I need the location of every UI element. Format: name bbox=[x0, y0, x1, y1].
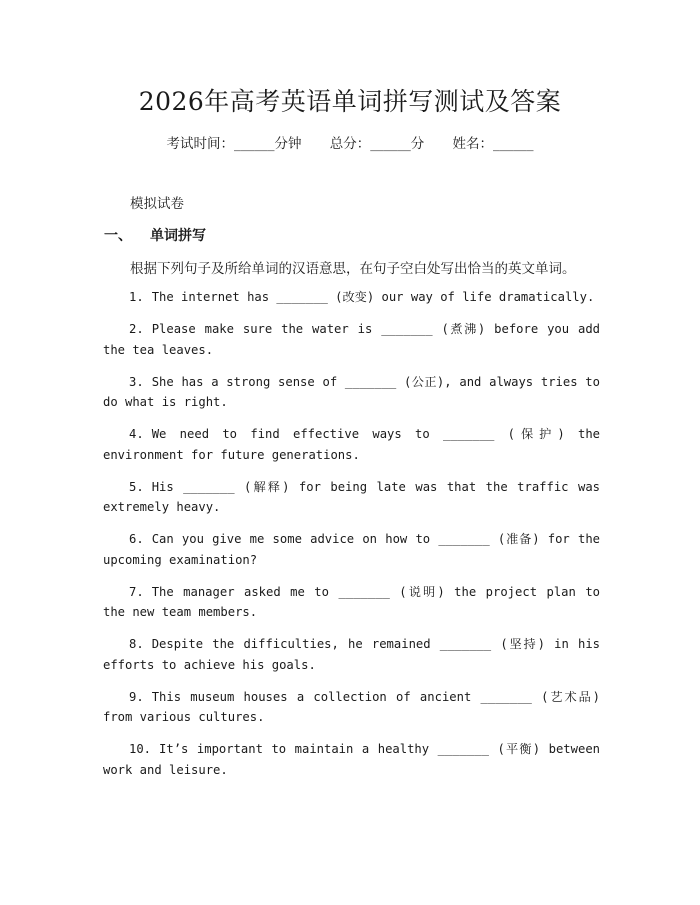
question-item bbox=[103, 477, 600, 518]
question-list bbox=[103, 287, 600, 792]
question-number: 7. bbox=[129, 584, 144, 599]
question-number: 6. bbox=[129, 532, 144, 546]
question-text: Can you give me some advice on how to _______ (准备) for the upcoming examination? bbox=[103, 532, 600, 567]
section-number: 一、 bbox=[104, 228, 132, 244]
question-item bbox=[103, 372, 600, 413]
question-number: 1. bbox=[129, 290, 144, 304]
question-item bbox=[103, 319, 600, 360]
question-text: We need to find effective ways to _______ (保护) the environment for future generations. bbox=[103, 427, 600, 462]
section-title: 单词拼写 bbox=[150, 228, 206, 244]
question-item bbox=[103, 739, 600, 780]
question-text: She has a strong sense of _______ (公正), and always tries to do what is right. bbox=[103, 374, 600, 409]
question-number: 4. bbox=[129, 427, 144, 441]
section-instruction: 根据下列句子及所给单词的汉语意思，在句子空白处写出恰当的英文单词。 bbox=[130, 261, 576, 277]
question-text: His _______ (解释) for being late was that the traffic was extremely heavy. bbox=[103, 479, 600, 514]
question-item bbox=[103, 287, 600, 308]
question-number: 10. bbox=[129, 742, 152, 756]
exam-meta bbox=[0, 132, 700, 152]
question-text: This museum houses a collection of ancient _______ (艺术品) from various cultures. bbox=[103, 689, 600, 724]
question-item bbox=[103, 582, 600, 623]
question-number: 8. bbox=[129, 637, 144, 651]
question-item bbox=[103, 424, 600, 465]
paper-subtitle: 模拟试卷 bbox=[130, 196, 184, 212]
question-text: The internet has _______ (改变) our way of life dramatically. bbox=[151, 290, 595, 304]
page-title: 2026年高考英语单词拼写测试及答案 bbox=[138, 87, 562, 116]
question-text: Please make sure the water is _______ (煮沸) before you add the tea leaves. bbox=[103, 322, 600, 357]
question-number: 3. bbox=[129, 374, 144, 389]
question-number: 5. bbox=[129, 479, 144, 494]
student-name-field: 姓名：______ bbox=[452, 136, 534, 152]
question-text: Despite the difficulties, he remained _______ (坚持) in his efforts to achieve his goals. bbox=[103, 637, 600, 672]
question-number: 2. bbox=[129, 322, 144, 336]
question-number: 9. bbox=[129, 689, 144, 704]
question-item bbox=[103, 634, 600, 675]
section-heading bbox=[104, 225, 206, 245]
question-item bbox=[103, 687, 600, 728]
question-text: It’s important to maintain a healthy _______ (平衡) between work and leisure. bbox=[103, 742, 600, 777]
question-item bbox=[103, 529, 600, 570]
exam-time-field: 考试时间：______分钟 bbox=[166, 136, 302, 152]
question-text: The manager asked me to _______ (说明) the project plan to the new team members. bbox=[103, 584, 600, 619]
total-score-field: 总分：______分 bbox=[329, 136, 425, 152]
